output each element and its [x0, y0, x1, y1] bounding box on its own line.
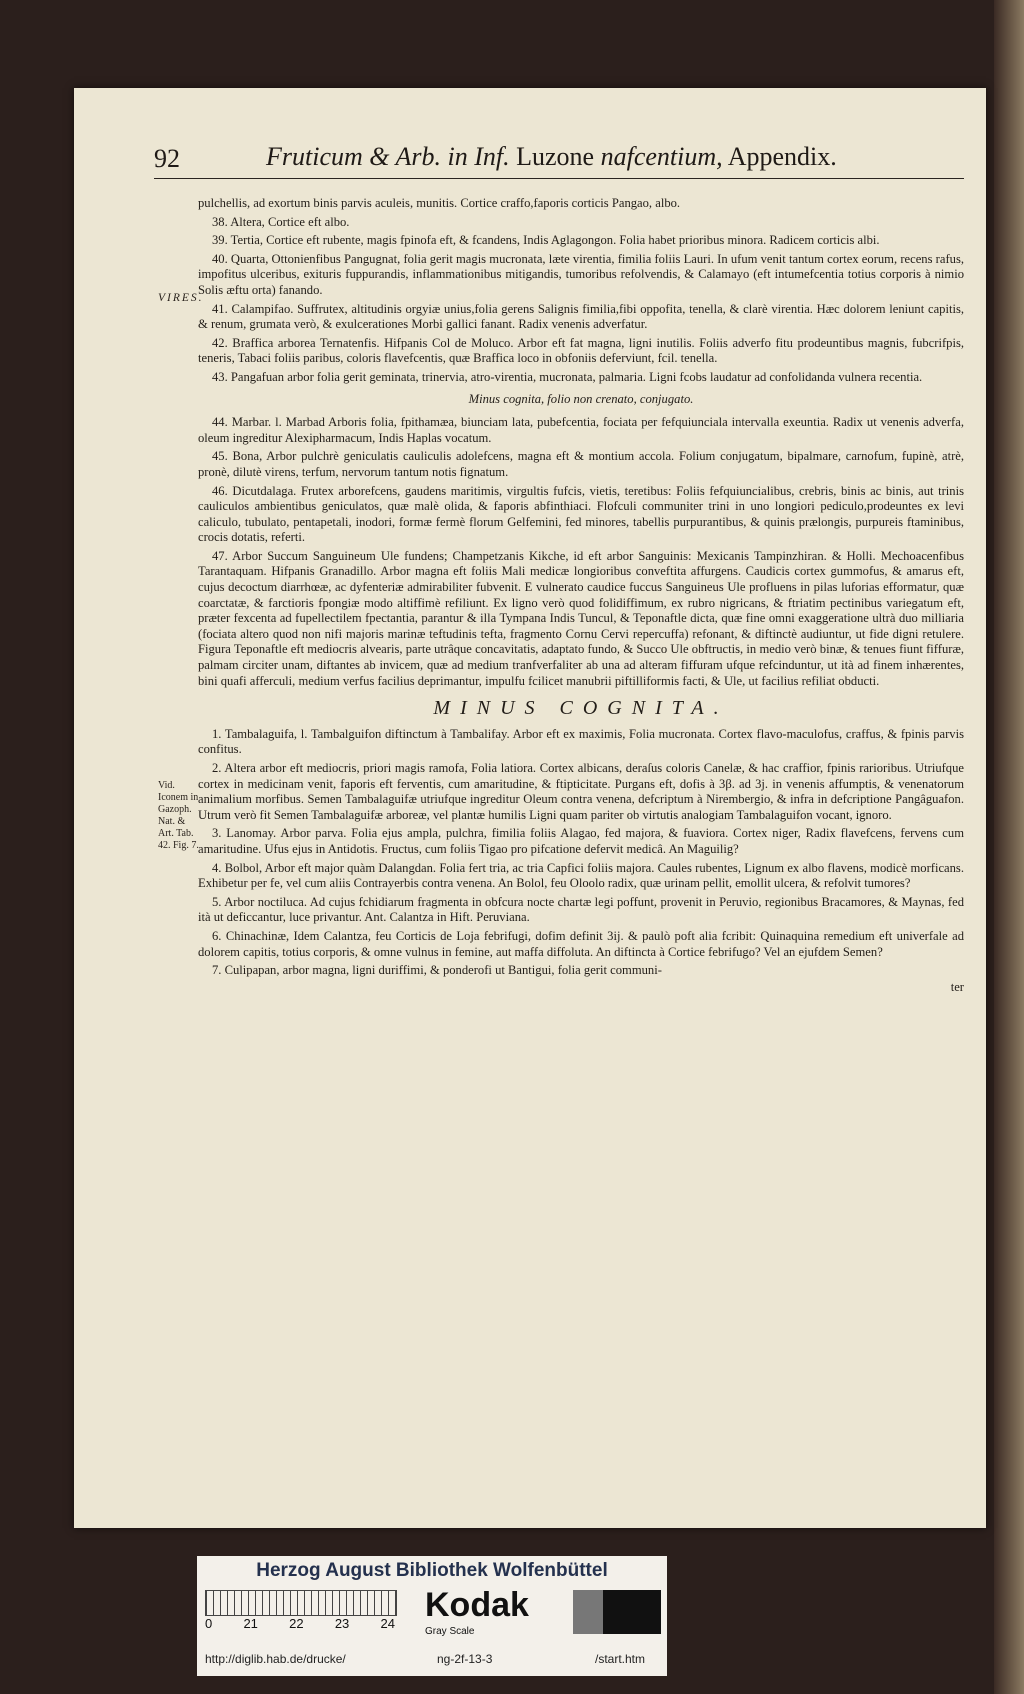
- gray-swatch: [573, 1590, 603, 1634]
- paragraph: 45. Bona, Arbor pulchrè geniculatis cauliculis adolefcens, magna eft & montium accola. Folium conjugatum, bipalmare, carnofum, fupinè, atrè, pronè, dilutè virens, terfum, nervorum tantum notis fignatum.: [198, 449, 964, 479]
- ruler-number: 23: [334, 1616, 350, 1631]
- black-swatch: [603, 1590, 661, 1634]
- page-header: [154, 138, 964, 179]
- paragraph: 42. Braffica arborea Ternatenfis. Hifpanis Col de Moluco. Arbor eft fat magna, ligni inutilis. Foliis adverfo fitu prodeuntibus magnis, fubcrifpis, teneris, Tabaci foliis paribus, coloris flavefcentis, quæ Braffica loco in obfoniis deferviunt, fcil. tenella.: [198, 335, 964, 366]
- section-heading: MINUS COGNITA.: [433, 697, 729, 720]
- page-body: [198, 196, 964, 995]
- page-number: 92: [154, 144, 180, 173]
- paragraph: 44. Marbar. l. Marbad Arboris folia, fpithamæa, biunciam lata, pubefcentia, fociata per fefquiunciala intervalla exeuntia. Radix ut venenis adverfa, oleum ingreditur Alexipharmacum, Indis Haplas vocatum.: [198, 415, 964, 445]
- paragraph: 3. Lanomay. Arbor parva. Folia ejus ampla, pulchra, fimilia foliis Alagao, fed majora, & fuaviora. Cortex niger, Radix flavefcens, fervens cum amaritudine. Ufus ejus in Antidotis. Fructus, cum foliis Tigao pro pifcatione defervit medicâ. An Maguilig?: [198, 826, 964, 856]
- ruler-number: 22: [289, 1616, 304, 1631]
- paragraph: 40. Quarta, Ottonienfibus Pangugnat, folia gerit magis mucronata, læte virentia, fimilia foliis Lauri. In ufum venit tantum cortex eorum, recens rafus, impofitus ulceribus, exituris fuppurandis, inflammationibus mitigandis, tumoribus refolvendis, & Calamayo (eft intumefcentia totius corporis à nimio Solis æftu orta) fanando.: [198, 251, 964, 297]
- start-path: /start.htm: [595, 1652, 646, 1666]
- catchword: ter: [950, 979, 964, 994]
- scan-footer: [197, 1556, 667, 1676]
- digilib-url: http://diglib.hab.de/drucke/: [205, 1652, 346, 1666]
- paragraph: 5. Arbor noctiluca. Ad cujus fchidiarum fragmenta in obfcura nocte chartæ legi poffunt, provenit in Peruvio, regionibus Bracamores, & Maynas, fed ità ut deficcantur, luce privantur. Ant. Calantza in Hift. Peruviana.: [198, 894, 964, 925]
- paragraph: 41. Calampifao. Suffrutex, altitudinis orgyiæ unius,folia gerens Salignis fimilia,fibi oppofita, tenella, & clarè virentia. Hæc dolorem leniunt capitis, & renum, grumata verò, & exulcerationes Morbi gallici fanant. Radix venenis adverfatur.: [198, 301, 964, 332]
- kodak-logo: Kodak: [425, 1586, 529, 1624]
- running-title-part-3: nafcentium,: [600, 142, 723, 171]
- margin-note-vires: VIRES.: [158, 292, 204, 304]
- ruler-number: 0: [205, 1616, 213, 1631]
- ruler-scale: [205, 1590, 397, 1616]
- paragraph: 43. Pangafuan arbor folia gerit geminata, trinervia, atro-virentia, mucronata, palmaria. Ligni fcobs laudatur ad confolidanda vulnera recentia.: [212, 369, 923, 384]
- paragraph: 38. Altera, Cortice eft albo.: [212, 214, 350, 229]
- paragraph: 6. Chinachinæ, Idem Calantza, feu Corticis de Loja febrifugi, dofim definit 3ij. & paulò poft alia fcribit: Quinaquina remedium eft univerfale ad dolorem capitis, totius corporis, & omne vulnus in femine, aut maffa diffoluta. An diftincta à Cortice febrifugo? Vel an ejufdem Semen?: [198, 928, 964, 959]
- paragraph: 47. Arbor Succum Sanguineum Ule fundens; Champetzanis Kikche, id eft arbor Sanguinis: Mexicanis Tampinzhiran. & Holli. Mechoacenfibus Tarantaquam. Hifpanis Granadillo. Arbor magna eft foliis Mali medicæ longioribus conveftita affurgens. Caudicis cortex gummofus, & amarus eft, cujus decoctum diarrhœæ, ac dyfenteriæ admirabiliter fubvenit. E vulnerato caudice fuccus Sanguineus Ule profluens in pilas luforias efformatur, quæ coarctatæ, & farctioris fpongiæ modo altiffimè refiliunt. Ex ligno verò quod folidiffimum, ex rubro nigricans, & ftriatim pectinibus variegatum eft, præter fexcenta ad fupellectilem fpectantia, parantur & illa Tympana Indis Tuncul, & Teponaftle dicta, quæ fine omni exaggeratione ultrà duo milliaria (fociata altero quod non nifi majoris marinæ teftudinis tefta, fragmento Cornu Cervi repercuffa) refonant, & diftinctè audiuntur, ut fide digni retulere. Figura Teponaftle eft mediocris alvearis, parte utrâque concavitatis, adaptato fundo, & Succo Ule obftructis, in medio verò binæ, & tenues fiunt fiffuræ, palmam circiter unam, diftantes ab invicem, quæ ad medium tranfverfaliter ab una ad alteram fiffuram ufque refcinduntur, ut ità ad finem inhærentes, bini quafi afferculi, medium verfus facilius deprimantur, impulfu fcilicet manubrii piftilliformis facti, & Ule, ut facilius refiliat obducti.: [198, 548, 964, 688]
- gray-scale-label: Gray Scale: [425, 1626, 475, 1637]
- margin-note-reference: Vid. Iconem in Gazoph. Nat. & Art. Tab. 42. Fig. 7.: [158, 780, 199, 851]
- subheading: Minus cognita, folio non crenato, conjugato.: [468, 391, 694, 406]
- paragraph: pulchellis, ad exortum binis parvis aculeis, munitis. Cortice craffo,faporis corticis Pangao, albo.: [198, 196, 681, 210]
- paragraph: 1. Tambalaguifa, l. Tambalguifon diftinctum à Tambalifay. Arbor eft ex maximis, Folia mucronata. Cortex flavo-maculofus, craffus, & fpinis parvis confitus.: [198, 726, 964, 757]
- ruler-number: 24: [380, 1616, 395, 1631]
- running-title-part-2: Luzone: [516, 142, 601, 171]
- ruler-number: 21: [243, 1616, 258, 1631]
- paragraph: 46. Dicutdalaga. Frutex arborefcens, gaudens maritimis, virgultis fufcis, vietis, teretibus: Foliis fefquiuncialibus, crebris, binis ac binis, aut trinis cauliculos ambientibus geniculatos, quæ malè olida, & faporis abfinthiaci. Flofculi communiter trini in uno longiori pediculo,prodeuntes ex levi caliculo, tubulato, pentapetali, inodori, formæ fermè florum Gelfemini, fed minores, tabellis purpurantibus, & quinis prælongis, purpureis ftaminibus, crocis dotatis, referti.: [198, 483, 964, 545]
- paragraph: 4. Bolbol, Arbor eft major quàm Dalangdan. Folia fert tria, ac tria Capfici foliis majora. Caules rubentes, Lignum ex albo flavens, modicè morficans. Exhibetur per fe, vel cum aliis Contrayerbis contra venena. An Bolol, feu Oloolo radix, quæ urinam pellit, emollit ulcera, & refolvit tumores?: [198, 860, 964, 891]
- running-title-appendix: Appendix.: [722, 142, 837, 171]
- scan-edge: [994, 0, 1024, 1694]
- running-title-part-1: Fruticum & Arb. in Inf.: [266, 142, 517, 171]
- running-title: [266, 142, 837, 172]
- paragraph: 2. Altera arbor eft mediocris, priori magis ramofa, Folia latiora. Cortex albicans, deraſus coloris Canelæ, & hac craffior, fpinis rarioribus. Utriufque cortex in medicinam venit, faporis eft ferventis, cum amaritudine, & ftipticitate. Purgans eft, dofis à 3β. ad 3j. in venenis affumptis, & venenatorum animalium morfibus. Semen Tambalaguifæ utriufque ingreditur Oleum contra venena, defcriptum à Nirembergio, & infra in defcriptione Pangâguafon. Utrum verò fit Semen Tambalaguifæ arboreæ, vel plantæ humilis Ligni quam pariter ob virtutis analogiam Tambalaguifon vocant, ignoro.: [198, 761, 964, 822]
- library-name: Herzog August Bibliothek Wolfenbüttel: [256, 1560, 608, 1581]
- paragraph: 7. Culipapan, arbor magna, ligni duriffimi, & ponderofi ut Bantigui, folia gerit communi-: [212, 963, 662, 978]
- paragraph: 39. Tertia, Cortice eft rubente, magis fpinofa eft, & fcandens, Indis Aglagongon. Folia habet prioribus minora. Radicem corticis albi.: [212, 233, 880, 248]
- ruler-numbers: [205, 1616, 395, 1631]
- book-page: [74, 88, 986, 1528]
- shelfmark: ng-2f-13-3: [437, 1652, 493, 1666]
